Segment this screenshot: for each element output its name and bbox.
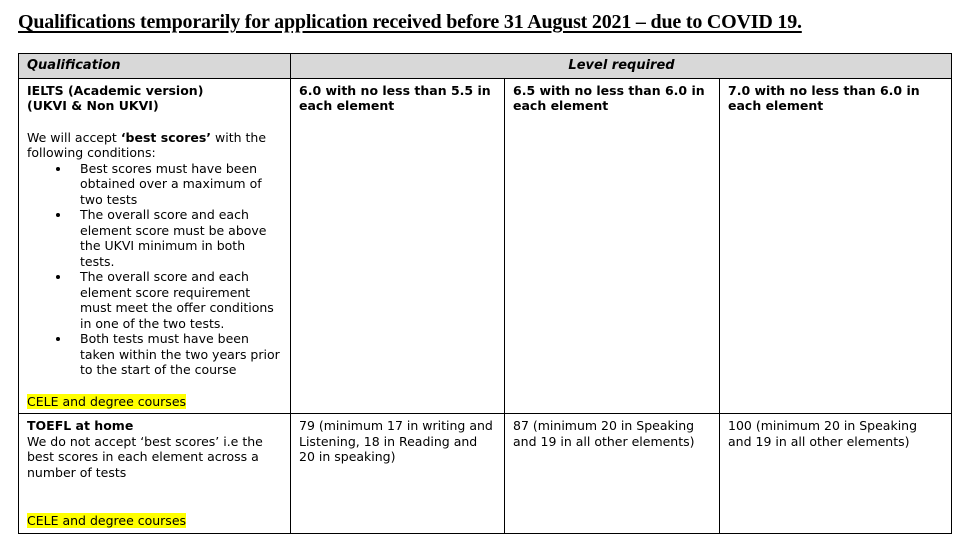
toefl-level-cell-1: 79 (minimum 17 in writing and Listening, 18 in Reading and 20 in speaking) <box>291 414 505 534</box>
condition-item: • The overall score and each element score requirement must meet the offer conditions in one of the two tests. <box>71 269 283 331</box>
spacer <box>27 378 283 394</box>
header-cell-qualification: Qualification <box>19 54 291 79</box>
page-title: Qualifications temporarily for application received before 31 August 2021 – due to COVID 19. <box>18 11 802 33</box>
ielts-qualification-cell <box>19 78 291 414</box>
ielts-intro-prefix: We will accept <box>27 129 121 145</box>
toefl-description: We do not accept ‘best scores’ i.e the best scores in each element across a number of tests <box>27 433 263 480</box>
ielts-title-line2: (UKVI & Non UKVI) <box>27 98 159 113</box>
cele-highlight: CELE and degree courses <box>27 393 187 409</box>
ielts-intro-suffix: with the following conditions: <box>27 129 267 160</box>
toefl-title: TOEFL at home <box>27 418 134 433</box>
ielts-level-cell-2: 6.5 with no less than 6.0 in each element <box>505 78 720 414</box>
condition-item: • Best scores must have been obtained over a maximum of two tests <box>71 161 283 208</box>
table-header-row <box>19 54 952 79</box>
cele-highlight: CELE and degree courses <box>27 513 187 528</box>
toefl-qualification-cell <box>19 414 291 534</box>
spacer <box>27 480 283 513</box>
ielts-level-cell-1: 6.0 with no less than 5.5 in each element <box>291 78 505 414</box>
condition-item: • Both tests must have been taken within the two years prior to the start of the course <box>71 331 283 378</box>
condition-item: • The overall score and each element score must be above the UKVI minimum in both tests. <box>71 207 283 269</box>
ielts-title-line1: IELTS (Academic version) <box>27 82 204 98</box>
toefl-level-cell-3: 100 (minimum 20 in Speaking and 19 in all other elements) <box>720 414 952 534</box>
ielts-courses-note <box>27 394 283 410</box>
ielts-row <box>19 78 952 414</box>
toefl-courses-note <box>27 513 283 529</box>
spacer <box>27 114 283 130</box>
toefl-row <box>19 414 952 534</box>
ielts-conditions-list <box>27 161 283 378</box>
qualifications-table <box>18 53 952 534</box>
ielts-intro <box>27 130 283 161</box>
header-cell-level-required: Level required <box>291 54 952 79</box>
ielts-level-cell-3: 7.0 with no less than 6.0 in each element <box>720 78 952 414</box>
toefl-level-cell-2: 87 (minimum 20 in Speaking and 19 in all other elements) <box>505 414 720 534</box>
ielts-intro-bold: ‘best scores’ <box>120 129 212 145</box>
